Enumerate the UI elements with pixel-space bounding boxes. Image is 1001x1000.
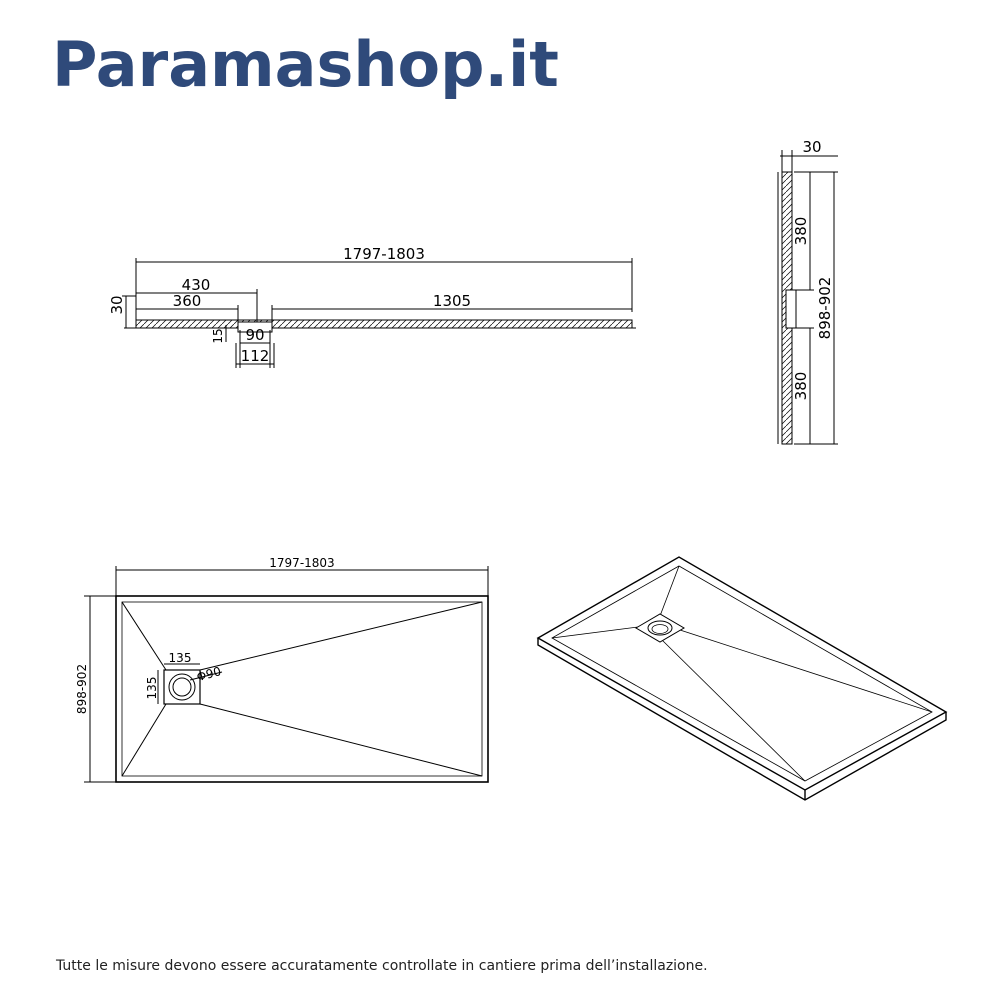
end-view-top-section: 380 bbox=[792, 216, 810, 246]
isometric-view bbox=[538, 557, 946, 800]
side-view-drain-inner: 90 bbox=[245, 326, 265, 344]
top-view-drain-box-h: 135 bbox=[145, 676, 159, 700]
side-view-drain-outer: 112 bbox=[240, 347, 270, 365]
side-view-drain-position: 430 bbox=[181, 276, 211, 294]
end-view-bottom-section: 380 bbox=[792, 371, 810, 401]
brand-logo: Paramashop.it bbox=[52, 28, 559, 101]
side-view bbox=[122, 258, 636, 368]
top-view bbox=[84, 566, 488, 782]
iso-drain bbox=[636, 614, 684, 642]
end-view-overall-width: 898-902 bbox=[816, 276, 834, 340]
top-view-inner-rect bbox=[122, 602, 482, 776]
side-view-tray-body bbox=[136, 320, 632, 328]
side-view-drain-depth: 15 bbox=[211, 328, 225, 344]
top-view-outer-rect bbox=[116, 596, 488, 782]
footer-note: Tutte le misure devono essere accuratamente controllate in cantiere prima dell’installazione. bbox=[56, 958, 708, 974]
top-view-length: 1797-1803 bbox=[269, 556, 335, 570]
top-view-drain-box-w: 135 bbox=[168, 651, 192, 665]
top-view-width: 898-902 bbox=[75, 663, 89, 715]
top-view-drain-diameter: Φ90 bbox=[195, 664, 223, 685]
side-view-height: 30 bbox=[108, 295, 126, 315]
end-view-drain bbox=[786, 290, 796, 328]
end-view-thickness: 30 bbox=[802, 138, 822, 156]
side-view-overall-length: 1797-1803 bbox=[343, 245, 425, 263]
side-view-left-section: 360 bbox=[172, 292, 202, 310]
side-view-right-section: 1305 bbox=[432, 292, 472, 310]
